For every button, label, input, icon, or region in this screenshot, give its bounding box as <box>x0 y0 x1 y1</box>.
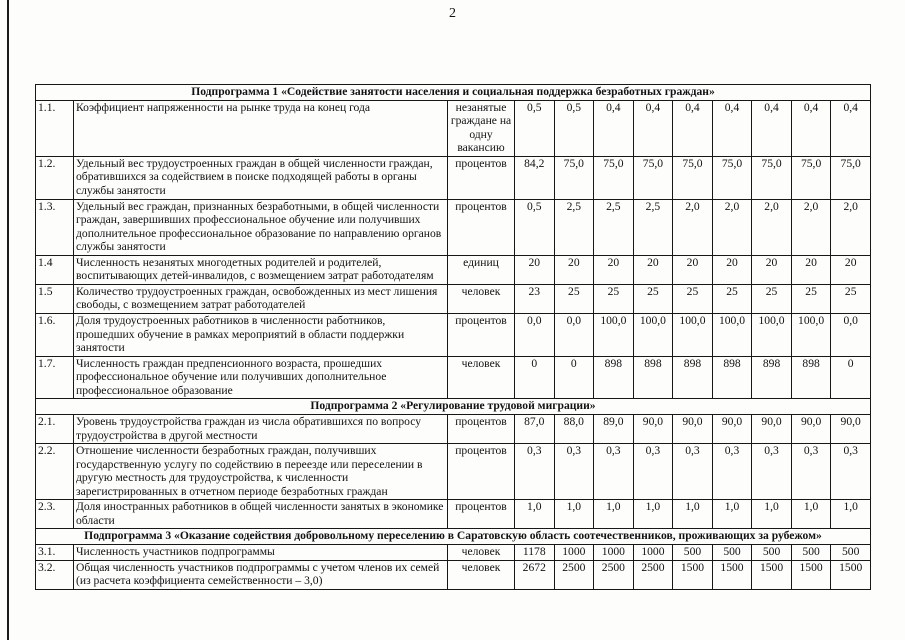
unit-cell: процентов <box>448 156 515 199</box>
subprogram-header: Подпрограмма 3 «Оказание содействия добровольному переселению в Саратовскую область соотечественников, проживающих за рубежом» <box>36 529 871 545</box>
value-cell: 20 <box>594 255 634 284</box>
unit-cell: процентов <box>448 444 515 500</box>
value-cell: 0 <box>554 356 594 399</box>
value-cell: 25 <box>594 284 634 313</box>
value-cell: 100,0 <box>594 314 634 357</box>
row-number-cell: 1.3. <box>36 199 74 255</box>
value-cell: 75,0 <box>752 156 792 199</box>
value-cell: 898 <box>673 356 713 399</box>
indicators-table <box>35 84 871 590</box>
unit-cell: единиц <box>448 255 515 284</box>
value-cell: 100,0 <box>791 314 831 357</box>
value-cell: 90,0 <box>633 414 673 443</box>
value-cell: 1,0 <box>673 500 713 529</box>
value-cell: 898 <box>633 356 673 399</box>
value-cell: 75,0 <box>554 156 594 199</box>
value-cell: 898 <box>594 356 634 399</box>
value-cell: 1000 <box>554 545 594 561</box>
value-cell: 20 <box>515 255 555 284</box>
table-row <box>36 500 871 529</box>
value-cell: 75,0 <box>831 156 871 199</box>
value-cell: 500 <box>673 545 713 561</box>
value-cell: 0,3 <box>594 444 634 500</box>
value-cell: 23 <box>515 284 555 313</box>
value-cell: 25 <box>752 284 792 313</box>
value-cell: 1,0 <box>752 500 792 529</box>
row-number-cell: 1.5 <box>36 284 74 313</box>
table-row <box>36 414 871 443</box>
value-cell: 2,0 <box>752 199 792 255</box>
value-cell: 0,4 <box>633 100 673 156</box>
value-cell: 90,0 <box>831 414 871 443</box>
value-cell: 1,0 <box>791 500 831 529</box>
value-cell: 100,0 <box>752 314 792 357</box>
value-cell: 100,0 <box>712 314 752 357</box>
row-number-cell: 1.1. <box>36 100 74 156</box>
value-cell: 0,4 <box>673 100 713 156</box>
indicator-name-cell: Отношение численности безработных граждан, получивших государственную услугу по содействию в переезде или переселении в другую местность для трудоустройства, к численности зарегистрированных в отчетном периоде безработных граждан <box>74 444 448 500</box>
value-cell: 0,4 <box>831 100 871 156</box>
unit-cell: процентов <box>448 414 515 443</box>
indicator-name-cell: Удельный вес граждан, признанных безработными, в общей численности граждан, завершивших профессиональное обучение или получивших дополнительное профессиональное образование по направлению органов службы занятости <box>74 199 448 255</box>
value-cell: 20 <box>752 255 792 284</box>
table-row <box>36 444 871 500</box>
value-cell: 25 <box>831 284 871 313</box>
row-number-cell: 3.2. <box>36 560 74 589</box>
table-row <box>36 156 871 199</box>
value-cell: 75,0 <box>633 156 673 199</box>
value-cell: 0 <box>831 356 871 399</box>
value-cell: 90,0 <box>673 414 713 443</box>
value-cell: 1000 <box>633 545 673 561</box>
value-cell: 100,0 <box>673 314 713 357</box>
value-cell: 0,3 <box>831 444 871 500</box>
value-cell: 90,0 <box>712 414 752 443</box>
indicator-name-cell: Численность незанятых многодетных родителей и родителей, воспитывающих детей-инвалидов, с возмещением затрат работодателям <box>74 255 448 284</box>
value-cell: 0,5 <box>515 100 555 156</box>
value-cell: 898 <box>712 356 752 399</box>
value-cell: 25 <box>712 284 752 313</box>
subprogram-header: Подпрограмма 1 «Содействие занятости населения и социальная поддержка безработных граждан» <box>36 85 871 101</box>
value-cell: 0,5 <box>515 199 555 255</box>
value-cell: 20 <box>633 255 673 284</box>
value-cell: 20 <box>791 255 831 284</box>
table-row <box>36 560 871 589</box>
value-cell: 2500 <box>594 560 634 589</box>
value-cell: 500 <box>831 545 871 561</box>
indicator-name-cell: Коэффициент напряженности на рынке труда на конец года <box>74 100 448 156</box>
value-cell: 500 <box>791 545 831 561</box>
row-number-cell: 1.7. <box>36 356 74 399</box>
value-cell: 2,0 <box>712 199 752 255</box>
unit-cell: человек <box>448 560 515 589</box>
value-cell: 75,0 <box>712 156 752 199</box>
value-cell: 2,0 <box>831 199 871 255</box>
value-cell: 75,0 <box>791 156 831 199</box>
value-cell: 25 <box>673 284 713 313</box>
scan-edge-line <box>7 0 9 640</box>
row-number-cell: 1.4 <box>36 255 74 284</box>
value-cell: 1,0 <box>712 500 752 529</box>
value-cell: 0,4 <box>752 100 792 156</box>
indicator-name-cell: Численность граждан предпенсионного возраста, прошедших профессиональное обучение или получивших дополнительное профессиональное образование <box>74 356 448 399</box>
value-cell: 2672 <box>515 560 555 589</box>
indicator-name-cell: Доля иностранных работников в общей численности занятых в экономике области <box>74 500 448 529</box>
value-cell: 90,0 <box>791 414 831 443</box>
row-number-cell: 2.1. <box>36 414 74 443</box>
value-cell: 25 <box>633 284 673 313</box>
indicator-name-cell: Удельный вес трудоустроенных граждан в общей численности граждан, обратившихся за содействием в поиске подходящей работы в органы службы занятости <box>74 156 448 199</box>
value-cell: 84,2 <box>515 156 555 199</box>
value-cell: 1,0 <box>594 500 634 529</box>
indicator-name-cell: Количество трудоустроенных граждан, освобожденных из мест лишения свободы, с возмещением затрат работодателей <box>74 284 448 313</box>
value-cell: 1,0 <box>515 500 555 529</box>
value-cell: 25 <box>554 284 594 313</box>
value-cell: 1500 <box>831 560 871 589</box>
value-cell: 0,0 <box>515 314 555 357</box>
value-cell: 2,5 <box>554 199 594 255</box>
value-cell: 88,0 <box>554 414 594 443</box>
value-cell: 0,3 <box>554 444 594 500</box>
table-row <box>36 284 871 313</box>
value-cell: 0 <box>515 356 555 399</box>
value-cell: 0,3 <box>752 444 792 500</box>
value-cell: 2,0 <box>791 199 831 255</box>
value-cell: 1500 <box>752 560 792 589</box>
indicator-name-cell: Общая численность участников подпрограммы с учетом членов их семей (из расчета коэффициента семейственности – 3,0) <box>74 560 448 589</box>
subprogram-header-row <box>36 399 871 415</box>
value-cell: 87,0 <box>515 414 555 443</box>
indicator-name-cell: Уровень трудоустройства граждан из числа обратившихся по вопросу трудоустройства в другой местности <box>74 414 448 443</box>
value-cell: 1,0 <box>633 500 673 529</box>
value-cell: 2,5 <box>633 199 673 255</box>
row-number-cell: 3.1. <box>36 545 74 561</box>
row-number-cell: 1.2. <box>36 156 74 199</box>
value-cell: 89,0 <box>594 414 634 443</box>
value-cell: 0,0 <box>831 314 871 357</box>
value-cell: 2500 <box>554 560 594 589</box>
unit-cell: процентов <box>448 314 515 357</box>
subprogram-header-row <box>36 85 871 101</box>
value-cell: 75,0 <box>594 156 634 199</box>
value-cell: 25 <box>791 284 831 313</box>
value-cell: 1500 <box>673 560 713 589</box>
value-cell: 100,0 <box>633 314 673 357</box>
indicator-name-cell: Численность участников подпрограммы <box>74 545 448 561</box>
value-cell: 0,3 <box>633 444 673 500</box>
value-cell: 1178 <box>515 545 555 561</box>
table-row <box>36 199 871 255</box>
subprogram-header: Подпрограмма 2 «Регулирование трудовой миграции» <box>36 399 871 415</box>
table-row <box>36 314 871 357</box>
value-cell: 20 <box>831 255 871 284</box>
value-cell: 0,3 <box>791 444 831 500</box>
value-cell: 2,0 <box>673 199 713 255</box>
unit-cell: процентов <box>448 500 515 529</box>
row-number-cell: 2.2. <box>36 444 74 500</box>
value-cell: 2500 <box>633 560 673 589</box>
table-row <box>36 545 871 561</box>
value-cell: 0,3 <box>515 444 555 500</box>
value-cell: 1500 <box>712 560 752 589</box>
subprogram-header-row <box>36 529 871 545</box>
value-cell: 1,0 <box>554 500 594 529</box>
value-cell: 898 <box>752 356 792 399</box>
table-row <box>36 255 871 284</box>
value-cell: 1500 <box>791 560 831 589</box>
indicator-name-cell: Доля трудоустроенных работников в численности работников, прошедших обучение в рамках мероприятий в области поддержки занятости <box>74 314 448 357</box>
value-cell: 2,5 <box>594 199 634 255</box>
row-number-cell: 2.3. <box>36 500 74 529</box>
unit-cell: процентов <box>448 199 515 255</box>
value-cell: 0,4 <box>594 100 634 156</box>
table-row <box>36 356 871 399</box>
value-cell: 0,4 <box>791 100 831 156</box>
unit-cell: человек <box>448 545 515 561</box>
value-cell: 20 <box>712 255 752 284</box>
value-cell: 90,0 <box>752 414 792 443</box>
table-row <box>36 100 871 156</box>
value-cell: 0,4 <box>712 100 752 156</box>
unit-cell: человек <box>448 284 515 313</box>
unit-cell: человек <box>448 356 515 399</box>
row-number-cell: 1.6. <box>36 314 74 357</box>
value-cell: 500 <box>712 545 752 561</box>
value-cell: 20 <box>554 255 594 284</box>
value-cell: 1000 <box>594 545 634 561</box>
value-cell: 75,0 <box>673 156 713 199</box>
value-cell: 0,3 <box>712 444 752 500</box>
value-cell: 898 <box>791 356 831 399</box>
value-cell: 0,3 <box>673 444 713 500</box>
page-number: 2 <box>449 6 456 21</box>
value-cell: 0,0 <box>554 314 594 357</box>
value-cell: 0,5 <box>554 100 594 156</box>
value-cell: 20 <box>673 255 713 284</box>
value-cell: 1,0 <box>831 500 871 529</box>
value-cell: 500 <box>752 545 792 561</box>
unit-cell: незанятые граждане на одну вакансию <box>448 100 515 156</box>
